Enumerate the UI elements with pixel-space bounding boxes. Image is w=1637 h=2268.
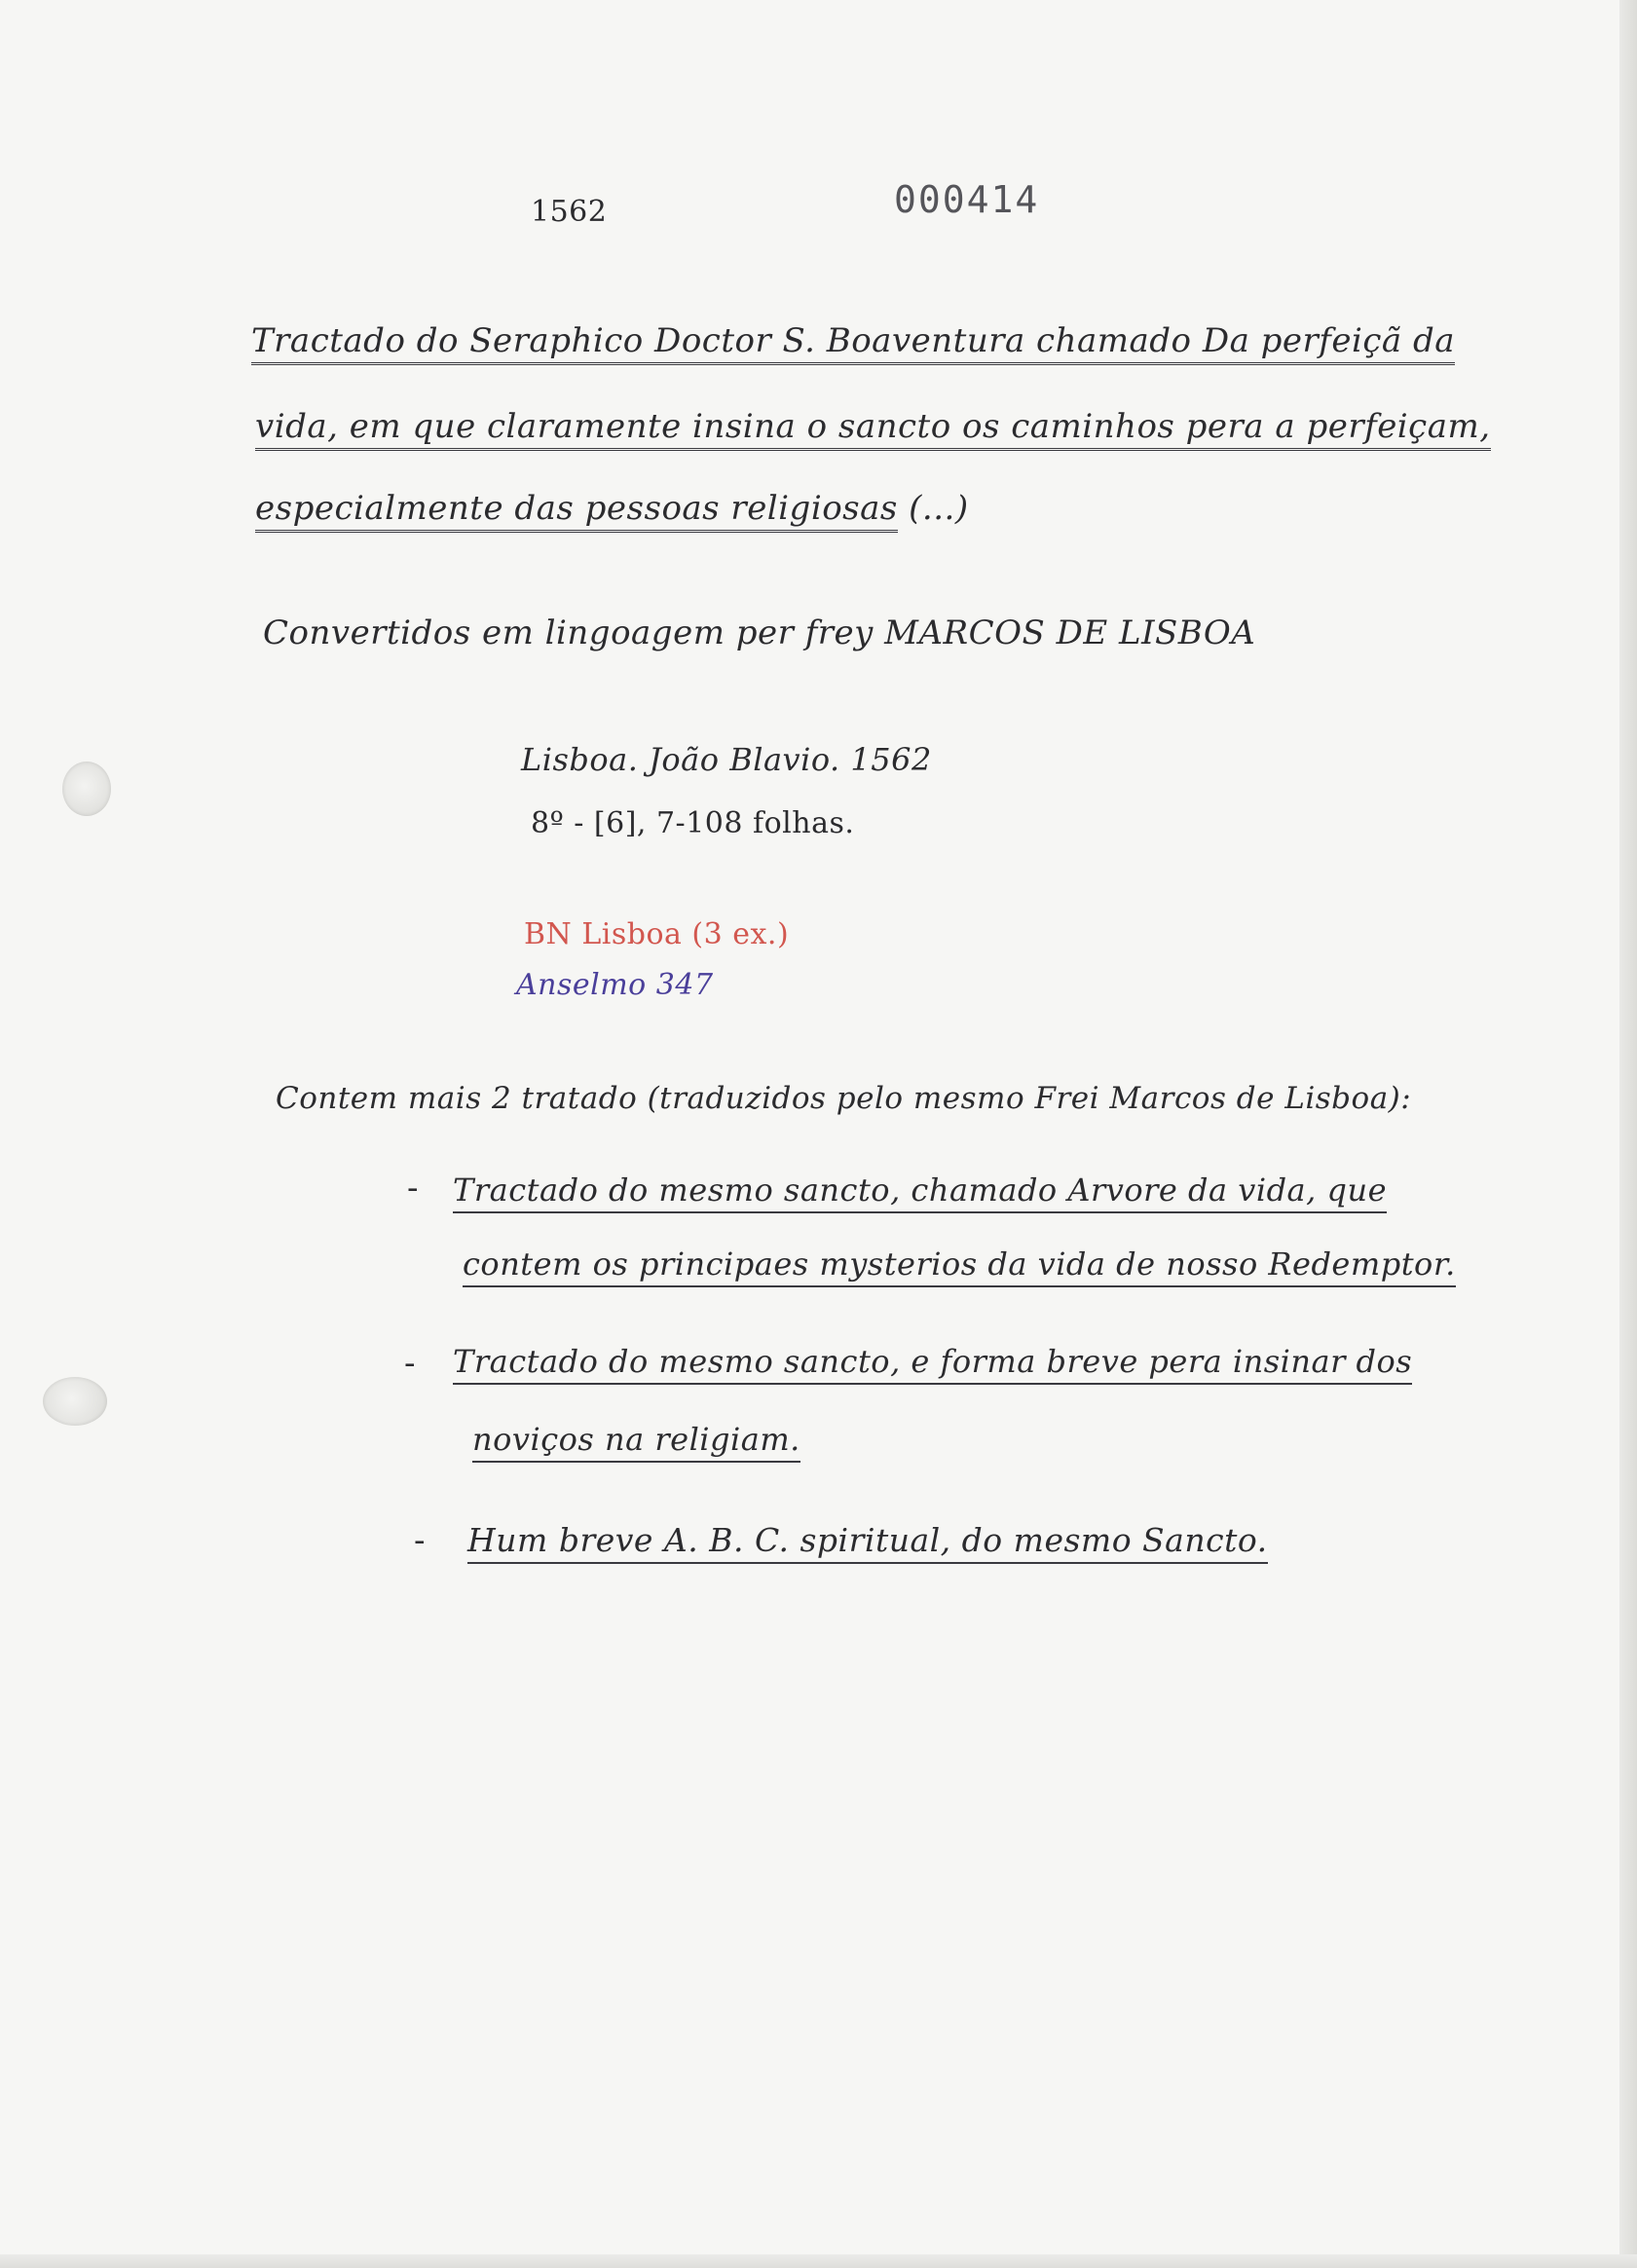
punch-hole-upper — [62, 762, 111, 816]
bullet-dash-3: - — [414, 1521, 426, 1560]
library-holdings: BN Lisboa (3 ex.) — [524, 917, 790, 951]
contents-item-1-line-2: contem os principaes mysterios da vida de nosso Redemptor. — [463, 1245, 1456, 1287]
imprint-line: Lisboa. João Blavio. 1562 — [521, 741, 932, 778]
contents-item-2-line-2: noviços na religiam. — [472, 1420, 800, 1463]
page-edge-right — [1619, 0, 1637, 2268]
contents-item-1-line-1: Tractado do mesmo sancto, chamado Arvore da vida, que — [453, 1171, 1387, 1213]
bullet-dash-2: - — [404, 1344, 416, 1383]
contents-item-2-line-1: Tractado do mesmo sancto, e forma breve pera insinar dos — [453, 1342, 1412, 1385]
record-year: 1562 — [531, 195, 608, 229]
bibliographic-reference: Anselmo 347 — [516, 968, 714, 1002]
contents-intro: Contem mais 2 tratado (traduzidos pelo mesmo Frei Marcos de Lisboa): — [276, 1081, 1412, 1116]
record-stamp-number: 000414 — [894, 178, 1040, 221]
page-edge-bottom — [0, 2254, 1637, 2268]
contents-item-3-line-1: Hum breve A. B. C. spiritual, do mesmo Sancto. — [467, 1521, 1268, 1564]
title-line-1: Tractado do Seraphico Doctor S. Boaventura chamado Da perfeiçã da — [251, 321, 1455, 365]
title-line-3 — [255, 489, 969, 528]
format-line: 8º - [6], 7-108 folhas. — [531, 806, 855, 840]
punch-hole-lower — [43, 1377, 107, 1426]
title-line-2: vida, em que claramente insina o sancto os caminhos pera a perfeiçam, — [255, 407, 1491, 451]
title-line-3-underlined: especialmente das pessoas religiosas — [255, 489, 898, 533]
translator-line: Convertidos em lingoagem per frey MARCOS DE LISBOA — [263, 613, 1256, 652]
title-line-3-tail: (...) — [909, 489, 969, 528]
bullet-dash-1: - — [407, 1169, 419, 1208]
